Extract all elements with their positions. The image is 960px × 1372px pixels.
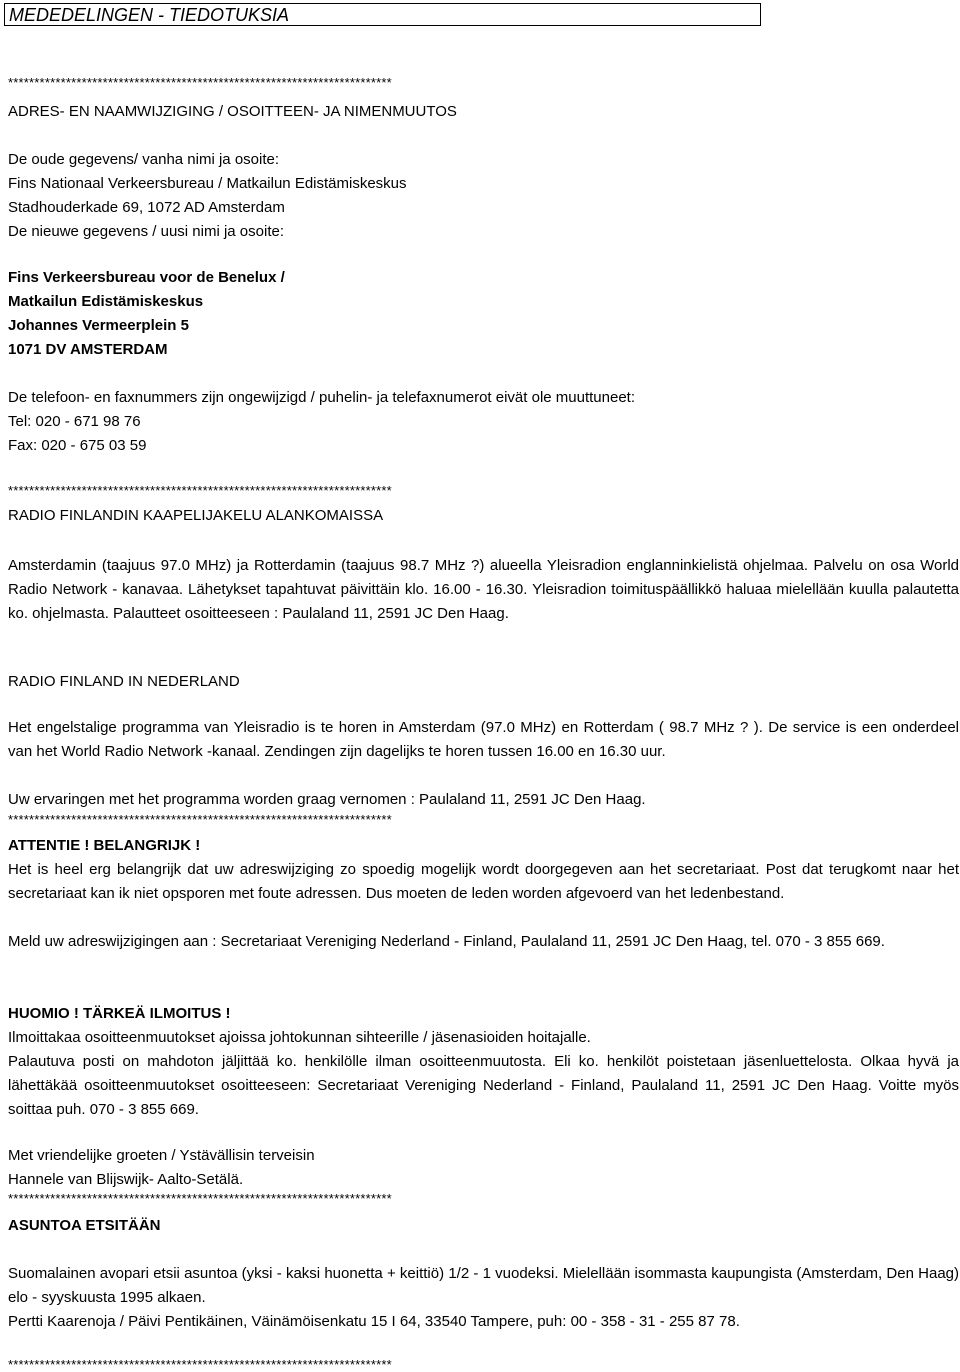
divider: *************************************************************************: [8, 1358, 392, 1372]
radio-fi-heading: RADIO FINLANDIN KAAPELIJAKELU ALANKOMAISSA: [8, 507, 384, 524]
attention-nl-paragraph: Het is heel erg belangrijk dat uw adreswijziging zo spoedig mogelijk wordt doorgegeven aan het secretariaat. Post dat terugkomt naar het secretariaat kan ik niet opsporen met foute adressen. Dus moeten de leden worden afgevoerd van het ledenbestand.: [8, 861, 959, 902]
new-address-line: Matkailun Edistämiskeskus: [8, 293, 204, 310]
housing-contact: Pertti Kaarenoja / Päivi Pentikäinen, Väinämöisenkatu 15 I 64, 33540 Tampere, puh: 00 - 358 - 31 - 255 87 78.: [8, 1313, 740, 1330]
new-data-label: De nieuwe gegevens / uusi nimi ja osoite:: [8, 223, 284, 240]
closing-greeting: Met vriendelijke groeten / Ystävällisin terveisin: [8, 1147, 315, 1164]
divider: *************************************************************************: [8, 76, 392, 90]
divider: *************************************************************************: [8, 813, 392, 827]
tel-number: Tel: 020 - 671 98 76: [8, 413, 141, 430]
old-address: Stadhouderkade 69, 1072 AD Amsterdam: [8, 199, 285, 216]
old-data-label: De oude gegevens/ vanha nimi ja osoite:: [8, 151, 280, 168]
title-box: MEDEDELINGEN - TIEDOTUKSIA: [4, 3, 761, 26]
old-name: Fins Nationaal Verkeersbureau / Matkailun Edistämiskeskus: [8, 175, 407, 192]
attention-fi-paragraph: Palautuva posti on mahdoton jäljittää ko. henkilölle ilman osoitteenmuutosta. Eli ko. henkilöt poistetaan jäsenluettelosta. Olkaa hyvä ja lähettäkää osoitteenmuutokset osoitteeseen: Secretariaat Vereniging Nederland - Finland, Paulaland 11, 2591 JC Den Haag. Voitte myös soittaa puh. 070 - 3 855 669.: [8, 1053, 959, 1118]
closing-name: Hannele van Blijswijk- Aalto-Setälä.: [8, 1171, 244, 1188]
radio-nl-heading: RADIO FINLAND IN NEDERLAND: [8, 673, 240, 690]
address-change-heading: ADRES- EN NAAMWIJZIGING / OSOITTEEN- JA NIMENMUUTOS: [8, 103, 457, 120]
radio-nl-paragraph: Het engelstalige programma van Yleisradio is te horen in Amsterdam (97.0 MHz) en Rotterdam ( 98.7 MHz ? ). De service is een onderdeel van het World Radio Network -kanaal. Zendingen zijn dagelijks te horen tussen 16.00 en 16.30 uur.: [8, 719, 959, 760]
divider: *************************************************************************: [8, 484, 392, 498]
new-address-line: 1071 DV AMSTERDAM: [8, 341, 168, 358]
radio-nl-feedback: Uw ervaringen met het programma worden graag vernomen : Paulaland 11, 2591 JC Den Haag.: [8, 791, 646, 808]
housing-heading: ASUNTOA ETSITÄÄN: [8, 1217, 161, 1234]
attention-fi-line: Ilmoittakaa osoitteenmuutokset ajoissa johtokunnan sihteerille / jäsenasioiden hoitajalle.: [8, 1029, 591, 1046]
divider: *************************************************************************: [8, 1192, 392, 1206]
new-address-line: Johannes Vermeerplein 5: [8, 317, 189, 334]
attention-fi-heading: HUOMIO ! TÄRKEÄ ILMOITUS !: [8, 1005, 231, 1022]
radio-fi-paragraph: Amsterdamin (taajuus 97.0 MHz) ja Rotterdamin (taajuus 98.7 MHz ?) alueella Yleisradion englanninkielistä ohjelmaa. Palvelu on osa World Radio Network - kanavaa. Lähetykset tapahtuvat päivittäin klo. 16.00 - 16.30. Yleisradion toimituspäällikkö haluaa mielellään kuulla palautetta ko. ohjelmasta. Palautteet osoitteeseen : Paulaland 11, 2591 JC Den Haag.: [8, 557, 959, 622]
fax-number: Fax: 020 - 675 03 59: [8, 437, 147, 454]
housing-paragraph: Suomalainen avopari etsii asuntoa (yksi - kaksi huonetta + keittiö) 1/2 - 1 vuodeksi. Mielellään isommasta kaupungista (Amsterdam, Den Haag) elo - syyskuusta 1995 alkaen.: [8, 1265, 959, 1306]
attention-nl-heading: ATTENTIE ! BELANGRIJK !: [8, 837, 201, 854]
phone-note: De telefoon- en faxnummers zijn ongewijzigd / puhelin- ja telefaxnumerot eivät ole muuttuneet:: [8, 389, 636, 406]
new-address-line: Fins Verkeersbureau voor de Benelux /: [8, 269, 285, 286]
attention-nl-paragraph-2: Meld uw adreswijzigingen aan : Secretariaat Vereniging Nederland - Finland, Paulaland 11, 2591 JC Den Haag, tel. 070 - 3 855 669.: [8, 933, 885, 950]
